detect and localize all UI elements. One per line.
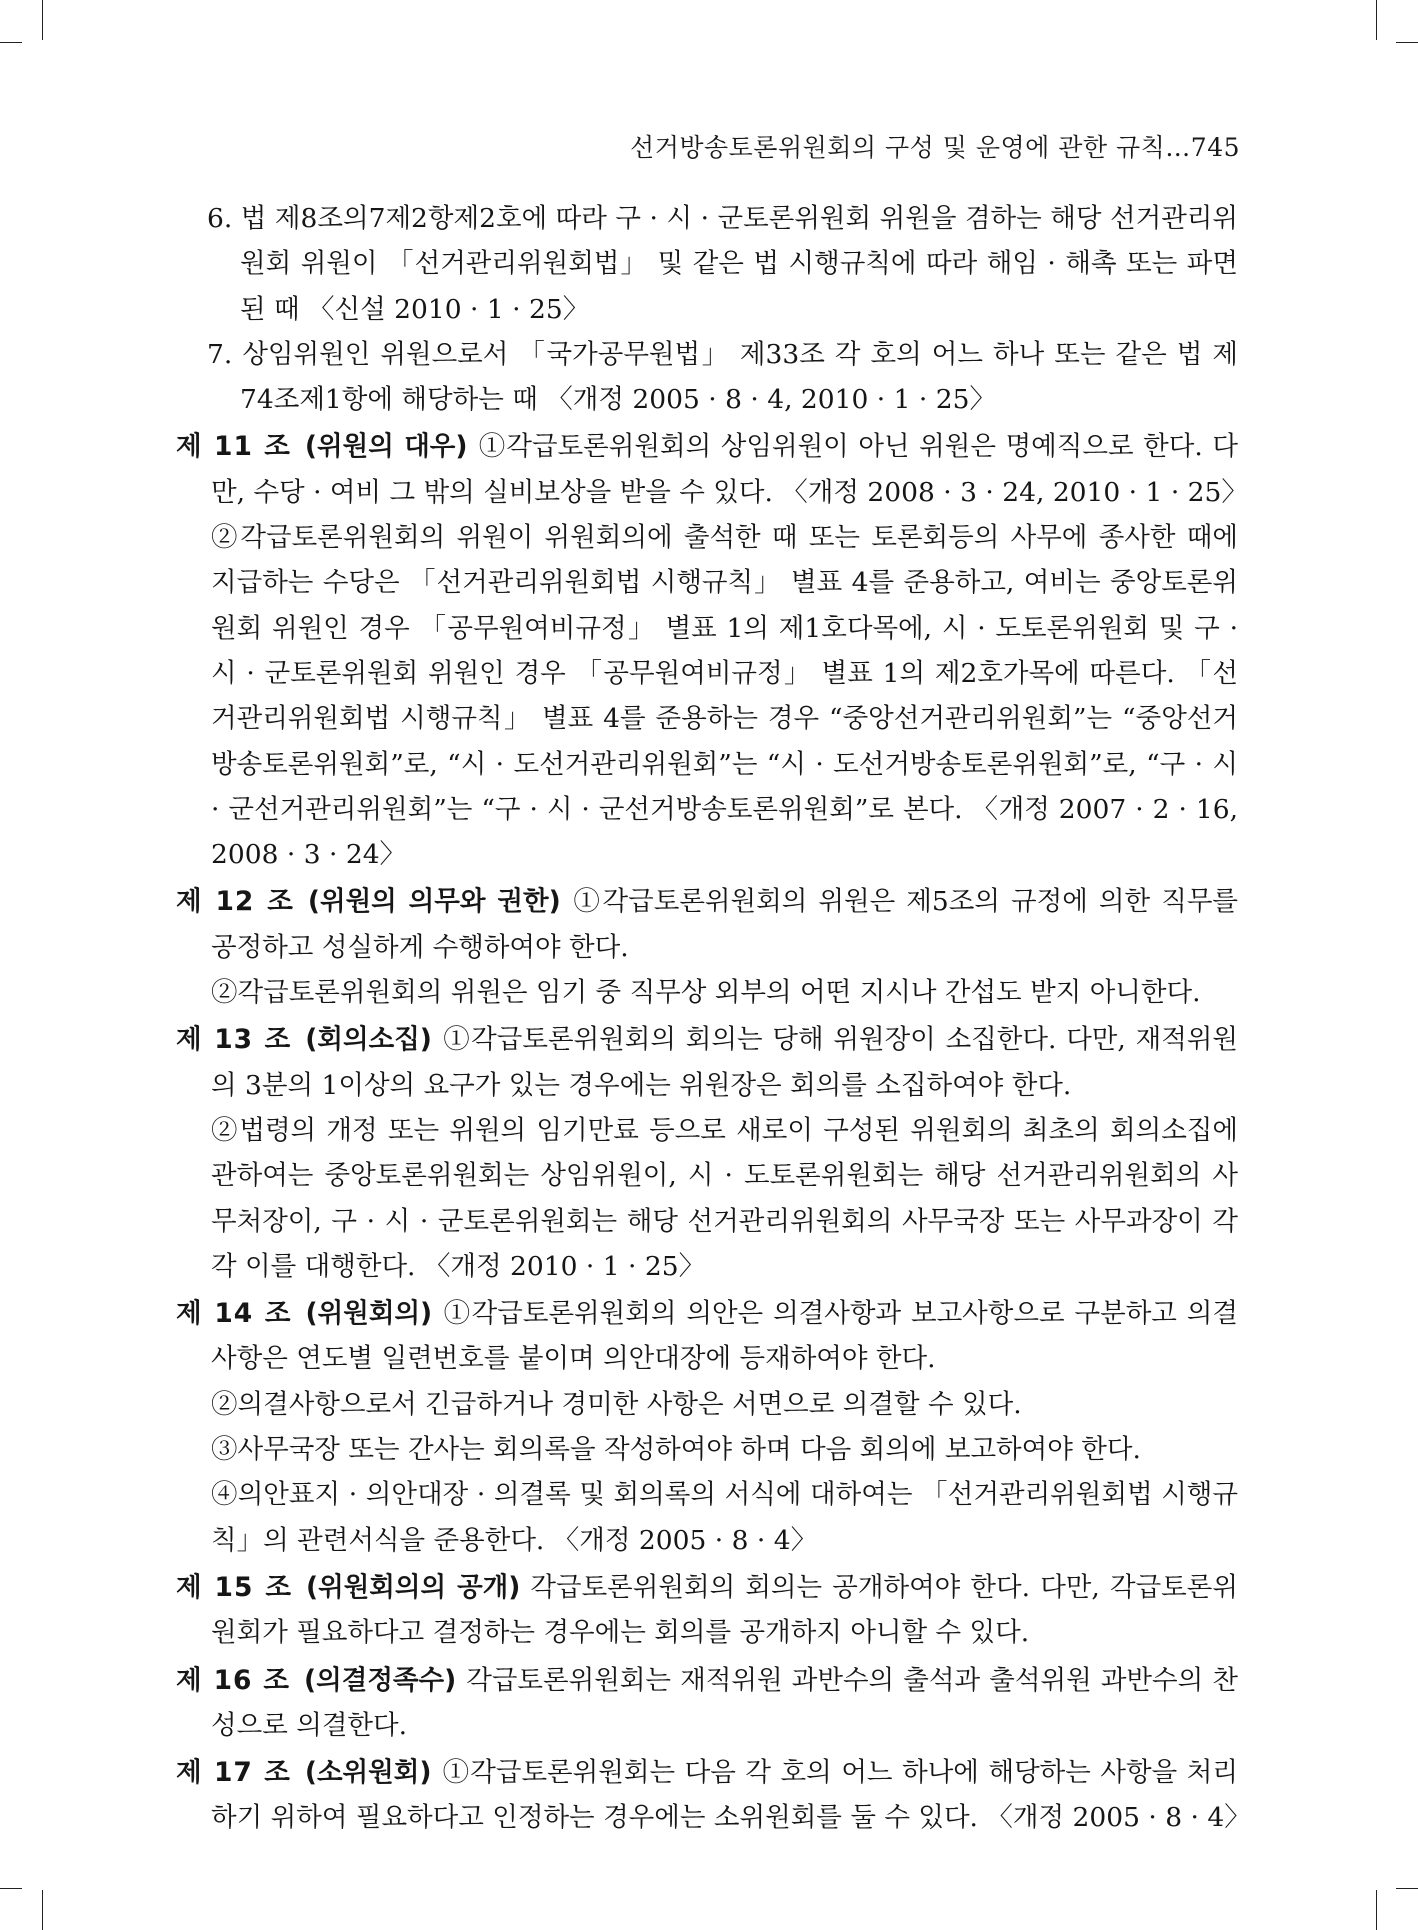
crop-mark-top-right-horizontal: [1396, 42, 1418, 43]
article-title: (위원회의의 공개): [306, 1571, 521, 1603]
article: [176, 1017, 1238, 1108]
article-paragraph: ②의결사항으로서 긴급하거나 경미한 사항은 서면으로 의결할 수 있다.: [211, 1388, 1022, 1420]
regulation-body: [176, 196, 1251, 1841]
crop-mark-top-right-vertical: [1376, 0, 1377, 40]
article-body: ①각급토론위원회의 상임위원이 아닌 위원은 명예직으로 한다. 다만, 수당 · 여비 그 밖의 실비보상을 받을 수 있다. 〈개정 2008 · 3 · 24, 2010 · 1 · 25〉: [211, 431, 1248, 508]
article-title: (회의소집): [305, 1024, 432, 1056]
article-number: 제 17 조: [176, 1757, 291, 1789]
article-paragraph: ②법령의 개정 또는 위원의 임기만료 등으로 새로이 구성된 위원회의 최초의 회의소집에 관하여는 중앙토론위원회는 상임위원이, 시 · 도토론위원회는 해당 선거관리위원회의 사무처장이, 구 · 시 · 군토론위원회는 해당 선거관리위원회의 사무국장 또는 사무과장이 각각 이를 대행한다. 〈개정 2010 · 1 · 25〉: [211, 1114, 1238, 1282]
article-body: ①각급토론위원회의 위원은 제5조의 규정에 의한 직무를 공정하고 성실하게 수행하여야 한다.: [211, 886, 1239, 963]
list-item: 7. 상임위원인 위원으로서 「국가공무원법」 제33조 각 호의 어느 하나 또는 같은 법 제74조제1항에 해당하는 때 〈개정 2005 · 8 · 4, 2010 · 1 · 25〉: [207, 338, 1238, 416]
list-item: 6. 법 제8조의7제2항제2호에 따라 구 · 시 · 군토론위원회 위원을 겸하는 해당 선거관리위원회 위원이 「선거관리위원회법」 및 같은 법 시행규칙에 따라 해임 · 해촉 또는 파면된 때 〈신설 2010 · 1 · 25〉: [207, 203, 1238, 325]
article-title: (위원회의): [305, 1298, 433, 1330]
article: [176, 1750, 1251, 1841]
article-number: 제 11 조: [176, 431, 291, 463]
article-number: 제 13 조: [176, 1024, 292, 1056]
article: [176, 1658, 1238, 1749]
article-body: 각급토론위원회의 회의는 공개하여야 한다. 다만, 각급토론위원회가 필요하다고 결정하는 경우에는 회의를 공개하지 아니할 수 있다.: [211, 1571, 1238, 1649]
article-paragraph: ④의안표지 · 의안대장 · 의결록 및 회의록의 서식에 대하여는 「선거관리위원회법 시행규칙」의 관련서식을 준용한다. 〈개정 2005 · 8 · 4〉: [211, 1479, 1238, 1556]
crop-mark-bottom-right-vertical: [1376, 1890, 1377, 1930]
article: [176, 424, 1248, 515]
running-header: 선거방송토론위원회의 구성 및 운영에 관한 규칙…745: [630, 133, 1240, 162]
article-number: 제 16 조: [176, 1664, 291, 1696]
article-body: ①각급토론위원회의 의안은 의결사항과 보고사항으로 구분하고 의결사항은 연도별 일련번호를 붙이며 의안대장에 등재하여야 한다.: [211, 1298, 1239, 1375]
crop-mark-top-left-vertical: [42, 0, 43, 40]
article: [176, 1291, 1238, 1382]
article-body: ①각급토론위원회는 다음 각 호의 어느 하나에 해당하는 사항을 처리하기 위하여 필요하다고 인정하는 경우에는 소위원회를 둘 수 있다. 〈개정 2005 · 8 · 4〉: [211, 1757, 1251, 1834]
crop-mark-bottom-left-horizontal: [0, 1888, 22, 1889]
article-number: 제 15 조: [176, 1571, 292, 1603]
article-title: (위원의 대우): [304, 431, 468, 463]
article-number: 제 14 조: [176, 1298, 292, 1330]
article-paragraph: ②각급토론위원회의 위원은 임기 중 직무상 외부의 어떤 지시나 간섭도 받지 아니한다.: [211, 977, 1201, 1009]
article-body: 각급토론위원회는 재적위원 과반수의 출석과 출석위원 과반수의 찬성으로 의결한다.: [211, 1664, 1238, 1741]
article-number: 제 12 조: [176, 886, 294, 918]
article-body: ①각급토론위원회의 회의는 당해 위원장이 소집한다. 다만, 재적위원의 3분의 1이상의 요구가 있는 경우에는 위원장은 회의를 소집하여야 한다.: [211, 1024, 1239, 1101]
article-title: (위원의 의무와 권한): [307, 886, 561, 918]
article-title: (소위원회): [304, 1757, 432, 1789]
article-list: [176, 424, 1251, 1840]
article: [176, 879, 1238, 970]
article-paragraph: ②각급토론위원회의 위원이 위원회의에 출석한 때 또는 토론회등의 사무에 종사한 때에 지급하는 수당은 「선거관리위원회법 시행규칙」 별표 4를 준용하고, 여비는 중앙토론위원회 위원인 경우 「공무원여비규정」 별표 1의 제1호다목에, 시 · 도토론위원회 및 구 · 시 · 군토론위원회 위원인 경우 「공무원여비규정」 별표 1의 제2호가목에 따른다. 「선거관리위원회법 시행규칙」 별표 4를 준용하는 경우 “중앙선거관리위원회”는 “중앙선거방송토론위원회”로, “시 · 도선거관리위원회”는 “시 · 도선거방송토론위원회”로, “구 · 시 · 군선거관리위원회”는 “구 · 시 · 군선거방송토론위원회”로 본다. 〈개정 2007 · 2 · 16, 2008 · 3 · 24〉: [211, 522, 1238, 871]
article-paragraph: ③사무국장 또는 간사는 회의록을 작성하여야 하며 다음 회의에 보고하여야 한다.: [211, 1434, 1141, 1466]
crop-mark-bottom-left-vertical: [42, 1890, 43, 1930]
article: [176, 1565, 1238, 1656]
article-title: (의결정족수): [304, 1664, 457, 1696]
crop-mark-top-left-horizontal: [0, 42, 22, 43]
crop-mark-bottom-right-horizontal: [1396, 1888, 1418, 1889]
